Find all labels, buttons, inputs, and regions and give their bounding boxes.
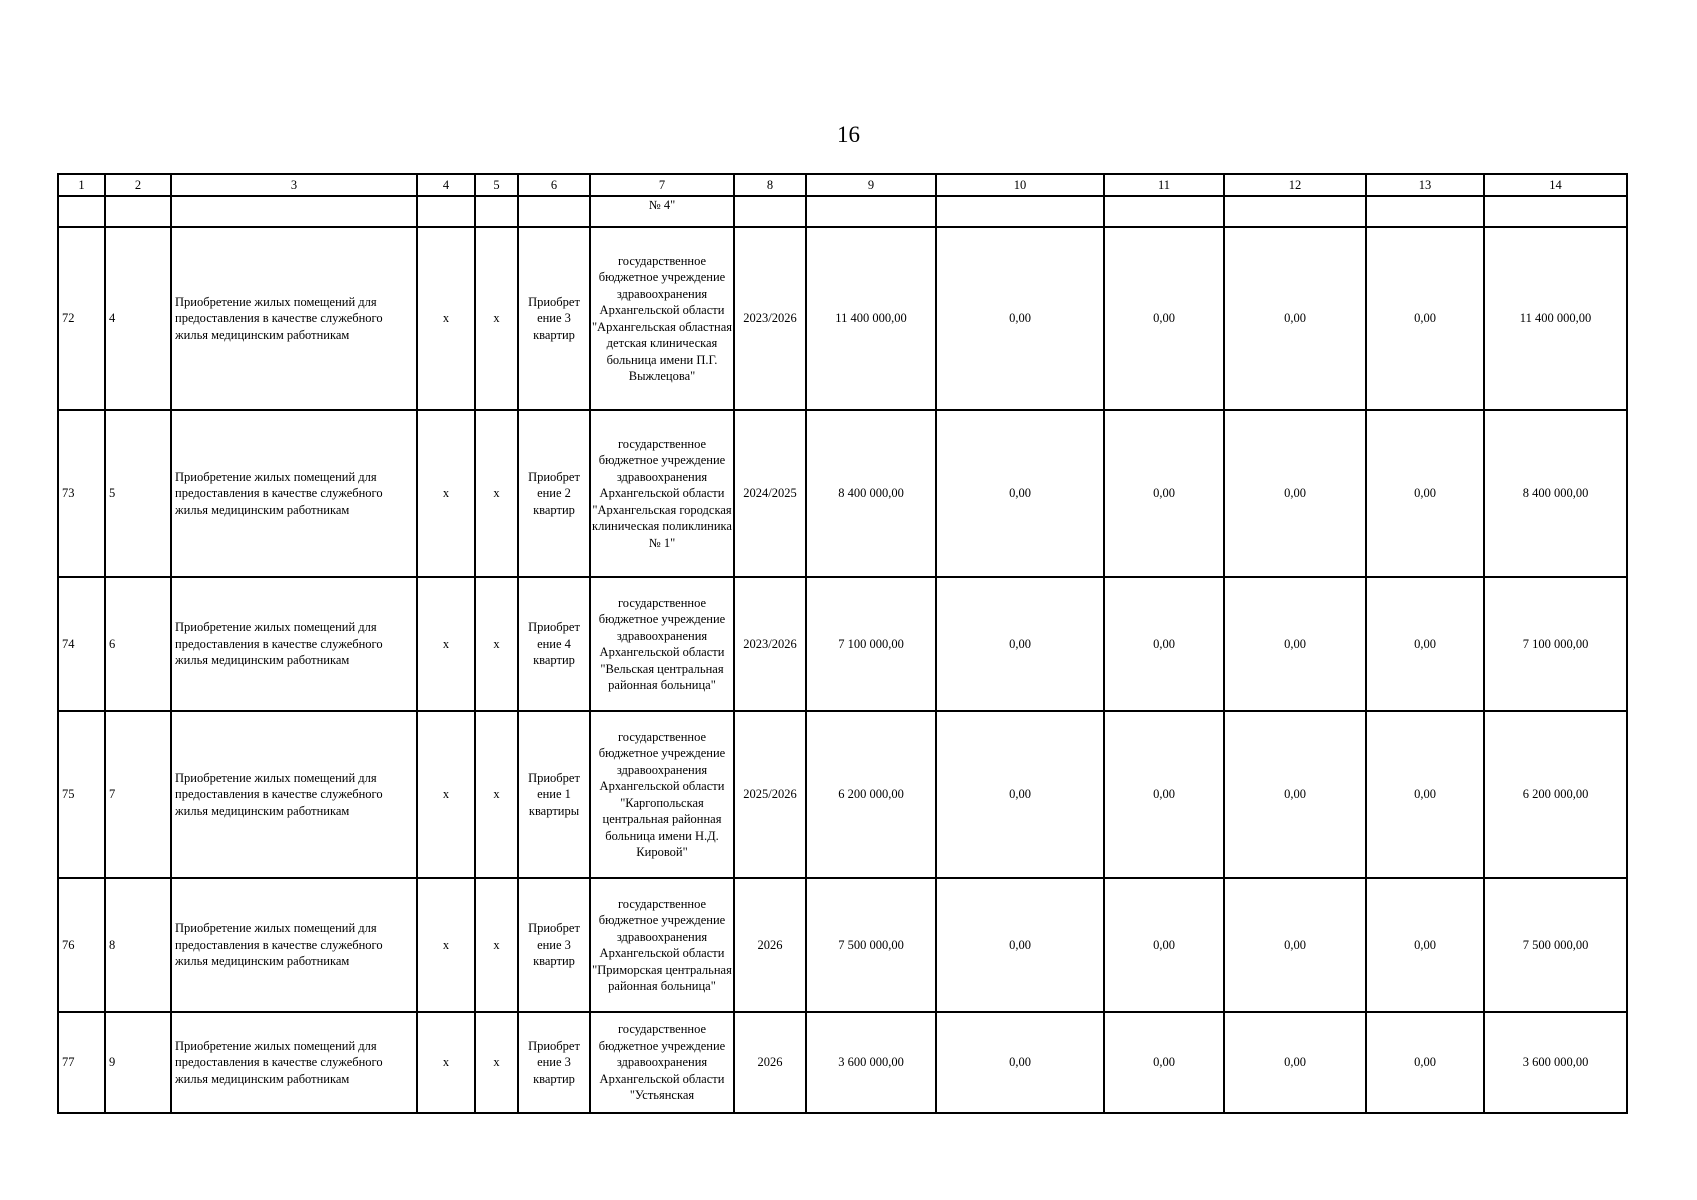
table-row — [58, 711, 1627, 878]
table-cell — [936, 196, 1104, 227]
cell-col5: х — [475, 1012, 518, 1113]
column-header: 8 — [734, 174, 806, 196]
cell-col12: 0,00 — [1224, 711, 1366, 878]
column-header: 2 — [105, 174, 171, 196]
column-header: 12 — [1224, 174, 1366, 196]
column-header: 10 — [936, 174, 1104, 196]
column-header: 5 — [475, 174, 518, 196]
table-cell — [417, 196, 475, 227]
organization: государственное бюджетное учреждение здравоохранения Архангельской области "Приморская центральная районная больница" — [590, 878, 734, 1012]
table-row — [58, 227, 1627, 410]
item-name: Приобретение жилых помещений для предоставления в качестве служебного жилья медицинским работникам — [171, 410, 417, 577]
cell-col14: 7 100 000,00 — [1484, 577, 1627, 711]
table-row — [58, 410, 1627, 577]
row-number: 77 — [58, 1012, 105, 1113]
table-cell — [1366, 196, 1484, 227]
item-name: Приобретение жилых помещений для предоставления в качестве служебного жилья медицинским работникам — [171, 227, 417, 410]
table-cell — [1104, 196, 1224, 227]
cell-col11: 0,00 — [1104, 410, 1224, 577]
column-header: 7 — [590, 174, 734, 196]
table-cell — [806, 196, 936, 227]
column-header: 11 — [1104, 174, 1224, 196]
organization: государственное бюджетное учреждение здравоохранения Архангельской области "Архангельская городская клиническая поликлиника № 1" — [590, 410, 734, 577]
cell-col14: 6 200 000,00 — [1484, 711, 1627, 878]
item-name: Приобретение жилых помещений для предоставления в качестве служебного жилья медицинским работникам — [171, 878, 417, 1012]
cell-col4: х — [417, 577, 475, 711]
cell-period: 2023/2026 — [734, 227, 806, 410]
cell-col13: 0,00 — [1366, 410, 1484, 577]
cell-period: 2026 — [734, 878, 806, 1012]
row-number: 72 — [58, 227, 105, 410]
cell-col11: 0,00 — [1104, 227, 1224, 410]
row-subnumber: 6 — [105, 577, 171, 711]
row-number: 73 — [58, 410, 105, 577]
table-row — [58, 878, 1627, 1012]
cell-col13: 0,00 — [1366, 227, 1484, 410]
cell-col14: 7 500 000,00 — [1484, 878, 1627, 1012]
row-subnumber: 5 — [105, 410, 171, 577]
cell-col6: Приобрет ение 2 квартир — [518, 410, 590, 577]
table-cell — [1484, 196, 1627, 227]
table-row — [58, 577, 1627, 711]
cell-period: 2024/2025 — [734, 410, 806, 577]
row-number: 74 — [58, 577, 105, 711]
table-cell — [58, 196, 105, 227]
cell-col14: 11 400 000,00 — [1484, 227, 1627, 410]
cell-col10: 0,00 — [936, 227, 1104, 410]
cell-col5: х — [475, 410, 518, 577]
cell-col12: 0,00 — [1224, 227, 1366, 410]
row-subnumber: 8 — [105, 878, 171, 1012]
cell-col4: х — [417, 1012, 475, 1113]
cell-col14: 8 400 000,00 — [1484, 410, 1627, 577]
organization: государственное бюджетное учреждение здравоохранения Архангельской области "Вельская центральная районная больница" — [590, 577, 734, 711]
cell-col5: х — [475, 878, 518, 1012]
cell-col9: 8 400 000,00 — [806, 410, 936, 577]
table-cell — [475, 196, 518, 227]
table-cell — [171, 196, 417, 227]
cell-col13: 0,00 — [1366, 711, 1484, 878]
cell-col6: Приобрет ение 3 квартир — [518, 878, 590, 1012]
cell-col11: 0,00 — [1104, 577, 1224, 711]
row-number: 76 — [58, 878, 105, 1012]
column-header: 6 — [518, 174, 590, 196]
cell-col10: 0,00 — [936, 1012, 1104, 1113]
column-header: 9 — [806, 174, 936, 196]
column-header: 3 — [171, 174, 417, 196]
table-cell — [1224, 196, 1366, 227]
cell-col9: 11 400 000,00 — [806, 227, 936, 410]
cell-period: 2025/2026 — [734, 711, 806, 878]
cell-col13: 0,00 — [1366, 878, 1484, 1012]
cell-col4: х — [417, 410, 475, 577]
row-number: 75 — [58, 711, 105, 878]
cell-col5: х — [475, 227, 518, 410]
cell-col9: 3 600 000,00 — [806, 1012, 936, 1113]
cell-col11: 0,00 — [1104, 1012, 1224, 1113]
cell-col5: х — [475, 711, 518, 878]
organization: государственное бюджетное учреждение здравоохранения Архангельской области "Устьянская — [590, 1012, 734, 1113]
table-cell — [518, 196, 590, 227]
table-cell — [105, 196, 171, 227]
row-subnumber: 9 — [105, 1012, 171, 1113]
row-subnumber: 4 — [105, 227, 171, 410]
budget-table — [57, 173, 1628, 1114]
cell-col13: 0,00 — [1366, 577, 1484, 711]
cell-col12: 0,00 — [1224, 577, 1366, 711]
organization: государственное бюджетное учреждение здравоохранения Архангельской области "Архангельская областная детская клиническая больница имени П.Г. Выжлецова" — [590, 227, 734, 410]
cell-col6: Приобрет ение 4 квартир — [518, 577, 590, 711]
cell-col10: 0,00 — [936, 577, 1104, 711]
column-number-row — [58, 174, 1627, 196]
cell-col10: 0,00 — [936, 878, 1104, 1012]
cell-col6: Приобрет ение 1 квартиры — [518, 711, 590, 878]
cell-col12: 0,00 — [1224, 878, 1366, 1012]
cell-col9: 7 100 000,00 — [806, 577, 936, 711]
cell-col11: 0,00 — [1104, 711, 1224, 878]
cell-col11: 0,00 — [1104, 878, 1224, 1012]
cell-col14: 3 600 000,00 — [1484, 1012, 1627, 1113]
cell-col9: 6 200 000,00 — [806, 711, 936, 878]
cell-col12: 0,00 — [1224, 410, 1366, 577]
cell-col10: 0,00 — [936, 410, 1104, 577]
continuation-row — [58, 196, 1627, 227]
cell-period: 2023/2026 — [734, 577, 806, 711]
item-name: Приобретение жилых помещений для предоставления в качестве служебного жилья медицинским работникам — [171, 577, 417, 711]
cell-period: 2026 — [734, 1012, 806, 1113]
page-number: 16 — [837, 122, 860, 147]
cell-col6: Приобрет ение 3 квартир — [518, 227, 590, 410]
cell-col4: х — [417, 711, 475, 878]
cell-col9: 7 500 000,00 — [806, 878, 936, 1012]
column-header: 4 — [417, 174, 475, 196]
table-row — [58, 1012, 1627, 1113]
row-subnumber: 7 — [105, 711, 171, 878]
column-header: 14 — [1484, 174, 1627, 196]
continuation-text: № 4" — [590, 196, 734, 227]
cell-col13: 0,00 — [1366, 1012, 1484, 1113]
item-name: Приобретение жилых помещений для предоставления в качестве служебного жилья медицинским работникам — [171, 711, 417, 878]
cell-col12: 0,00 — [1224, 1012, 1366, 1113]
table-cell — [734, 196, 806, 227]
item-name: Приобретение жилых помещений для предоставления в качестве служебного жилья медицинским работникам — [171, 1012, 417, 1113]
cell-col6: Приобрет ение 3 квартир — [518, 1012, 590, 1113]
cell-col10: 0,00 — [936, 711, 1104, 878]
cell-col4: х — [417, 227, 475, 410]
organization: государственное бюджетное учреждение здравоохранения Архангельской области "Каргопольская центральная районная больница имени Н.Д. Кировой" — [590, 711, 734, 878]
column-header: 1 — [58, 174, 105, 196]
cell-col4: х — [417, 878, 475, 1012]
cell-col5: х — [475, 577, 518, 711]
column-header: 13 — [1366, 174, 1484, 196]
